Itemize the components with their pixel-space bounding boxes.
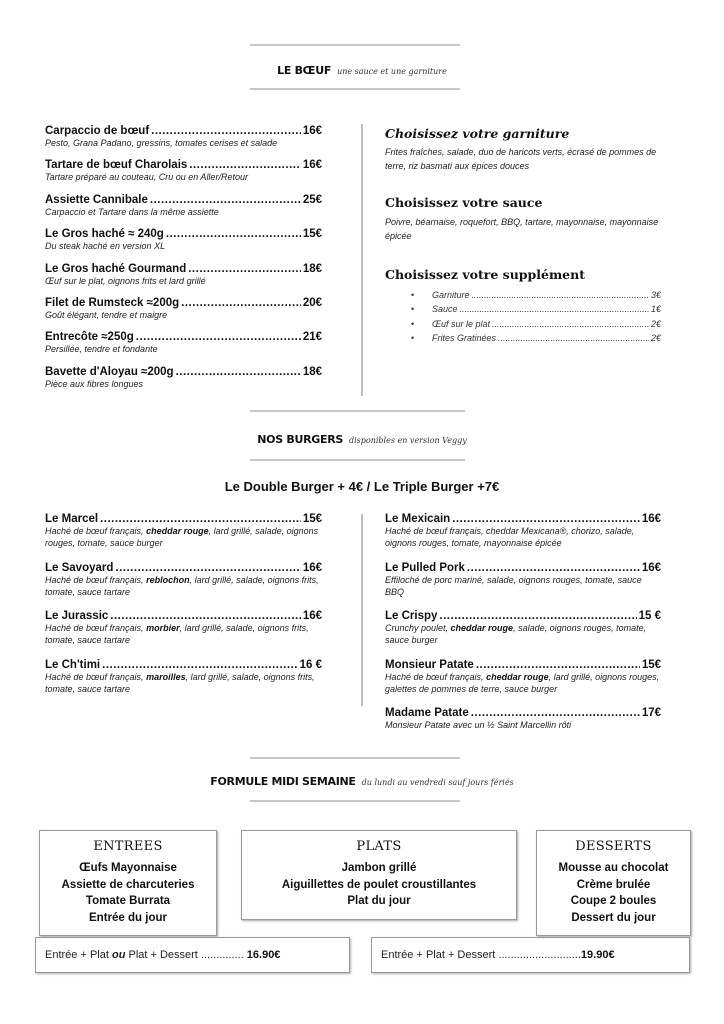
item-name: Monsieur Patate bbox=[385, 658, 474, 671]
item-description bbox=[45, 622, 322, 646]
item-description bbox=[45, 574, 322, 598]
supplement-price: 3€ bbox=[650, 290, 661, 300]
supplement-price: 2€ bbox=[650, 332, 661, 343]
item-description bbox=[385, 719, 661, 731]
item-title-line bbox=[45, 659, 322, 671]
item-title-line bbox=[45, 194, 322, 206]
description-text: , lard grillé, salade, oignons rouges, tomate, sauce burger bbox=[45, 526, 319, 548]
burger-list-left bbox=[45, 513, 322, 707]
entrees-dish: Œufs Mayonnaise bbox=[79, 862, 177, 874]
item-name: Madame Patate bbox=[385, 707, 469, 719]
section-title: FORMULE MIDI SEMAINE bbox=[210, 775, 356, 788]
description-highlight: cheddar rouge bbox=[486, 671, 549, 682]
plats-box bbox=[241, 830, 517, 920]
dot-leader bbox=[150, 194, 301, 206]
plats-dish: Aiguillettes de poulet croustillantes bbox=[281, 878, 477, 891]
item-title-line bbox=[45, 297, 322, 309]
section-title-boeuf bbox=[0, 61, 724, 79]
offer-label: Entrée + Plat bbox=[45, 949, 112, 961]
burger-item bbox=[45, 562, 322, 611]
burger-item bbox=[45, 513, 322, 562]
item-price: 15€ bbox=[302, 228, 322, 241]
boeuf-list bbox=[45, 125, 322, 400]
column-divider bbox=[361, 514, 363, 706]
offer-price: 19.90€ bbox=[580, 949, 615, 961]
section-title: LE BŒUF bbox=[277, 64, 332, 77]
item-price: 20€ bbox=[302, 296, 322, 309]
dot-leader bbox=[151, 125, 301, 137]
section-subtitle: du lundi au vendredi sauf jours fériés bbox=[361, 778, 514, 787]
item-name: Le Mexicain bbox=[385, 513, 451, 525]
desserts-dish: Coupe 2 boules bbox=[570, 895, 657, 907]
dot-leader bbox=[189, 159, 301, 171]
supplement-item bbox=[385, 319, 661, 333]
dot-leader bbox=[472, 290, 649, 300]
item-title-line bbox=[385, 610, 661, 622]
supplement-price: 1€ bbox=[650, 304, 661, 315]
item-description bbox=[385, 525, 661, 549]
menu-item bbox=[45, 263, 322, 297]
item-price: 21€ bbox=[302, 331, 322, 344]
item-title-line bbox=[45, 331, 322, 343]
supplement-heading: Choisissez votre supplément bbox=[385, 267, 585, 282]
dot-leader bbox=[188, 263, 301, 275]
burger-item bbox=[385, 562, 661, 611]
burger-item bbox=[45, 659, 322, 708]
offer-three-courses bbox=[371, 937, 690, 973]
item-title-line bbox=[385, 513, 661, 525]
supplement-name: Garniture bbox=[432, 290, 470, 300]
dot-leader bbox=[102, 659, 297, 671]
desserts-dish: Crème brulée bbox=[576, 878, 651, 891]
dot-leader bbox=[176, 366, 301, 378]
item-description bbox=[385, 622, 661, 646]
item-description bbox=[385, 671, 661, 695]
item-price: 16€ bbox=[302, 561, 322, 574]
divider bbox=[250, 410, 465, 412]
menu-item bbox=[45, 159, 322, 193]
description-highlight: cheddar rouge bbox=[146, 526, 209, 536]
section-subtitle: disponibles en version Veggy bbox=[349, 436, 467, 445]
description-text: Haché de bœuf français, bbox=[45, 623, 147, 633]
desserts-dish: Dessert du jour bbox=[571, 911, 656, 924]
section-title: NOS BURGERS bbox=[257, 433, 343, 446]
item-title-line bbox=[45, 562, 322, 574]
offer-price: 16.90€ bbox=[246, 949, 281, 961]
description-text: Haché de bœuf français, bbox=[45, 526, 147, 536]
item-name: Tartare de bœuf Charolais bbox=[45, 159, 188, 172]
item-price: 16€ bbox=[302, 125, 322, 137]
item-name: Le Crispy bbox=[385, 610, 438, 622]
entrees-heading: ENTREES bbox=[93, 839, 163, 854]
item-price: 15 € bbox=[638, 610, 661, 622]
burger-list-right bbox=[385, 513, 661, 756]
dot-leader bbox=[100, 513, 301, 525]
choices bbox=[385, 126, 665, 347]
dot-leader bbox=[115, 562, 300, 574]
description-highlight: cheddar rouge bbox=[450, 623, 514, 633]
dot-leader bbox=[181, 297, 301, 309]
dot-leader bbox=[452, 513, 640, 525]
bullet-icon: • bbox=[411, 332, 415, 343]
item-description: Carpaccio et Tartare dans la même assiette bbox=[45, 206, 219, 217]
item-title-line bbox=[45, 228, 322, 240]
garniture-text: Frites fraîches, salade, duo de haricots verts, écrasé de pommes de terre, riz basmati aux épices douces bbox=[385, 147, 657, 171]
item-description: Pièce aux fibres longues bbox=[45, 378, 144, 389]
item-title-line bbox=[45, 125, 322, 137]
item-name: Le Savoyard bbox=[45, 561, 114, 574]
item-price: 17€ bbox=[641, 707, 661, 719]
description-highlight: morbier bbox=[146, 623, 180, 633]
entrees-box bbox=[39, 830, 217, 936]
offer-or: ou bbox=[111, 949, 126, 961]
entrees-dish: Tomate Burrata bbox=[85, 895, 171, 907]
description-text: Haché de bœuf français, bbox=[45, 574, 147, 585]
dot-leader bbox=[492, 319, 649, 329]
entrees-dish: Entrée du jour bbox=[89, 911, 167, 924]
item-price: 16 € bbox=[299, 658, 322, 671]
dot-leader bbox=[110, 610, 301, 622]
bullet-icon: • bbox=[411, 290, 415, 300]
item-title-line bbox=[385, 659, 661, 671]
item-description bbox=[385, 574, 661, 598]
menu-item bbox=[45, 228, 322, 262]
item-description: Œuf sur le plat, oignons frits et lard grillé bbox=[45, 275, 206, 286]
item-price: 16€ bbox=[641, 513, 661, 525]
description-text: Haché de bœuf français, bbox=[45, 671, 147, 682]
item-title-line bbox=[45, 263, 322, 275]
supplement-price: 2€ bbox=[650, 318, 661, 329]
item-title-line bbox=[385, 562, 661, 574]
menu-item bbox=[45, 194, 322, 228]
item-description bbox=[45, 671, 322, 695]
description-text: , lard grillé, salade, oignons frits, tomate, sauce tartare bbox=[45, 671, 315, 694]
item-title-line bbox=[45, 366, 322, 378]
item-price: 16€ bbox=[641, 561, 661, 574]
burger-item bbox=[385, 610, 661, 659]
description-text: , lard grillé, oignons rouges, galettes de pommes de terre, sauce burger bbox=[385, 671, 660, 694]
item-description: Goût élégant, tendre et maigre bbox=[45, 309, 168, 320]
supplement-list bbox=[385, 290, 661, 347]
section-title-burgers bbox=[0, 430, 724, 448]
item-price: 15€ bbox=[302, 513, 322, 525]
description-text: , lard grillé, salade, oignons frits, tomate, sauce tartare bbox=[45, 623, 309, 645]
plats-dish: Plat du jour bbox=[347, 895, 411, 907]
item-price: 18€ bbox=[302, 365, 322, 378]
item-description: Tartare préparé au couteau, Cru ou en Aller/Retour bbox=[45, 172, 248, 183]
item-title-line bbox=[45, 513, 322, 525]
item-name: Carpaccio de bœuf bbox=[45, 125, 150, 137]
divider bbox=[250, 800, 460, 802]
entrees-dish: Assiette de charcuteries bbox=[61, 878, 195, 891]
column-divider bbox=[361, 124, 363, 396]
bullet-icon: • bbox=[411, 304, 415, 315]
dot-leader bbox=[439, 610, 636, 622]
divider bbox=[250, 757, 460, 759]
divider bbox=[250, 44, 460, 46]
burger-item bbox=[45, 610, 322, 659]
item-title-line bbox=[45, 610, 322, 622]
item-description: Persillée, tendre et fondante bbox=[45, 344, 158, 355]
dot-leader bbox=[136, 331, 301, 343]
item-name: Bavette d'Aloyau ≈200g bbox=[45, 365, 174, 378]
dot-leader bbox=[166, 228, 301, 240]
supplement-item bbox=[385, 290, 661, 304]
menu-item bbox=[45, 297, 322, 331]
description-text: Haché de bœuf français, bbox=[385, 671, 487, 682]
dot-leader bbox=[460, 304, 649, 314]
offer-label: Entrée + Plat + Dessert ........................... bbox=[381, 949, 581, 961]
dot-leader bbox=[498, 333, 649, 343]
supplement-name: Frites Gratinées bbox=[432, 332, 497, 343]
item-name: Le Ch'timi bbox=[45, 658, 101, 671]
item-title-line bbox=[45, 159, 322, 171]
section-subtitle: une sauce et une garniture bbox=[337, 67, 447, 76]
item-name: Le Gros haché ≈ 240g bbox=[45, 228, 164, 241]
item-price: 18€ bbox=[302, 262, 322, 275]
item-description bbox=[45, 525, 322, 549]
plats-heading: PLATS bbox=[356, 839, 402, 854]
offer-label: Plat + Dessert .............. bbox=[125, 949, 244, 961]
supplement-item bbox=[385, 333, 661, 347]
item-price: 25€ bbox=[302, 193, 322, 206]
item-price: 16€ bbox=[302, 159, 322, 172]
offer-two-courses bbox=[35, 937, 350, 973]
menu-item bbox=[45, 366, 322, 400]
item-name: Le Gros haché Gourmand bbox=[45, 262, 187, 275]
garniture-heading: Choisissez votre garniture bbox=[385, 126, 570, 141]
burger-item bbox=[385, 659, 661, 708]
item-name: Le Pulled Pork bbox=[385, 561, 465, 574]
description-text: Monsieur Patate avec un ½ Saint Marcellin rôti bbox=[385, 720, 572, 730]
section-title-formule bbox=[0, 772, 724, 790]
item-name: Le Marcel bbox=[45, 513, 99, 525]
sauce-heading: Choisissez votre sauce bbox=[385, 195, 543, 210]
menu-item bbox=[45, 331, 322, 365]
burger-item bbox=[385, 707, 661, 756]
dot-leader bbox=[467, 562, 640, 574]
desserts-box bbox=[536, 830, 691, 936]
description-text: Effiloché de porc mariné, salade, oignons rouges, tomate, sauce BBQ bbox=[385, 574, 642, 597]
item-name: Assiette Cannibale bbox=[45, 193, 148, 206]
item-price: 15€ bbox=[641, 658, 661, 671]
description-text: Haché de bœuf français, cheddar Mexicana®, chorizo, salade, oignons rouges, tomate, mayonnaise épicée bbox=[385, 526, 635, 548]
item-description: Pesto, Grana Padano, gressins, tomates cerises et salade bbox=[45, 138, 278, 148]
burger-upgrade-note: Le Double Burger + 4€ / Le Triple Burger +7€ bbox=[224, 479, 500, 494]
dot-leader bbox=[476, 659, 640, 671]
description-highlight: maroilles bbox=[146, 671, 186, 682]
description-text: , salade, oignons rouges, tomate, sauce burger bbox=[385, 623, 647, 645]
desserts-heading: DESSERTS bbox=[575, 839, 652, 854]
menu-item bbox=[45, 125, 322, 159]
description-text: , lard grillé, salade, oignons frits, tomate, sauce tartare bbox=[45, 574, 319, 597]
divider bbox=[250, 459, 465, 461]
dot-leader bbox=[471, 707, 640, 719]
supplement-name: Sauce bbox=[432, 304, 458, 315]
burger-item bbox=[385, 513, 661, 562]
bullet-icon: • bbox=[411, 318, 415, 329]
item-name: Entrecôte ≈250g bbox=[45, 331, 134, 344]
item-description: Du steak haché en version XL bbox=[45, 241, 166, 252]
supplement-item bbox=[385, 304, 661, 318]
divider bbox=[250, 88, 460, 90]
item-name: Le Jurassic bbox=[45, 610, 109, 622]
item-name: Filet de Rumsteck ≈200g bbox=[45, 296, 180, 309]
supplement-name: Œuf sur le plat bbox=[432, 318, 491, 329]
item-price: 16€ bbox=[302, 610, 322, 622]
desserts-dish: Mousse au chocolat bbox=[558, 862, 669, 874]
item-title-line bbox=[385, 707, 661, 719]
description-text: Crunchy poulet, bbox=[385, 623, 451, 633]
plats-dish: Jambon grillé bbox=[341, 862, 417, 874]
description-highlight: reblochon bbox=[146, 574, 190, 585]
sauce-text: Poivre, béarnaise, roquefort, BBQ, tartare, mayonnaise, mayonnaise épicée bbox=[385, 217, 659, 241]
